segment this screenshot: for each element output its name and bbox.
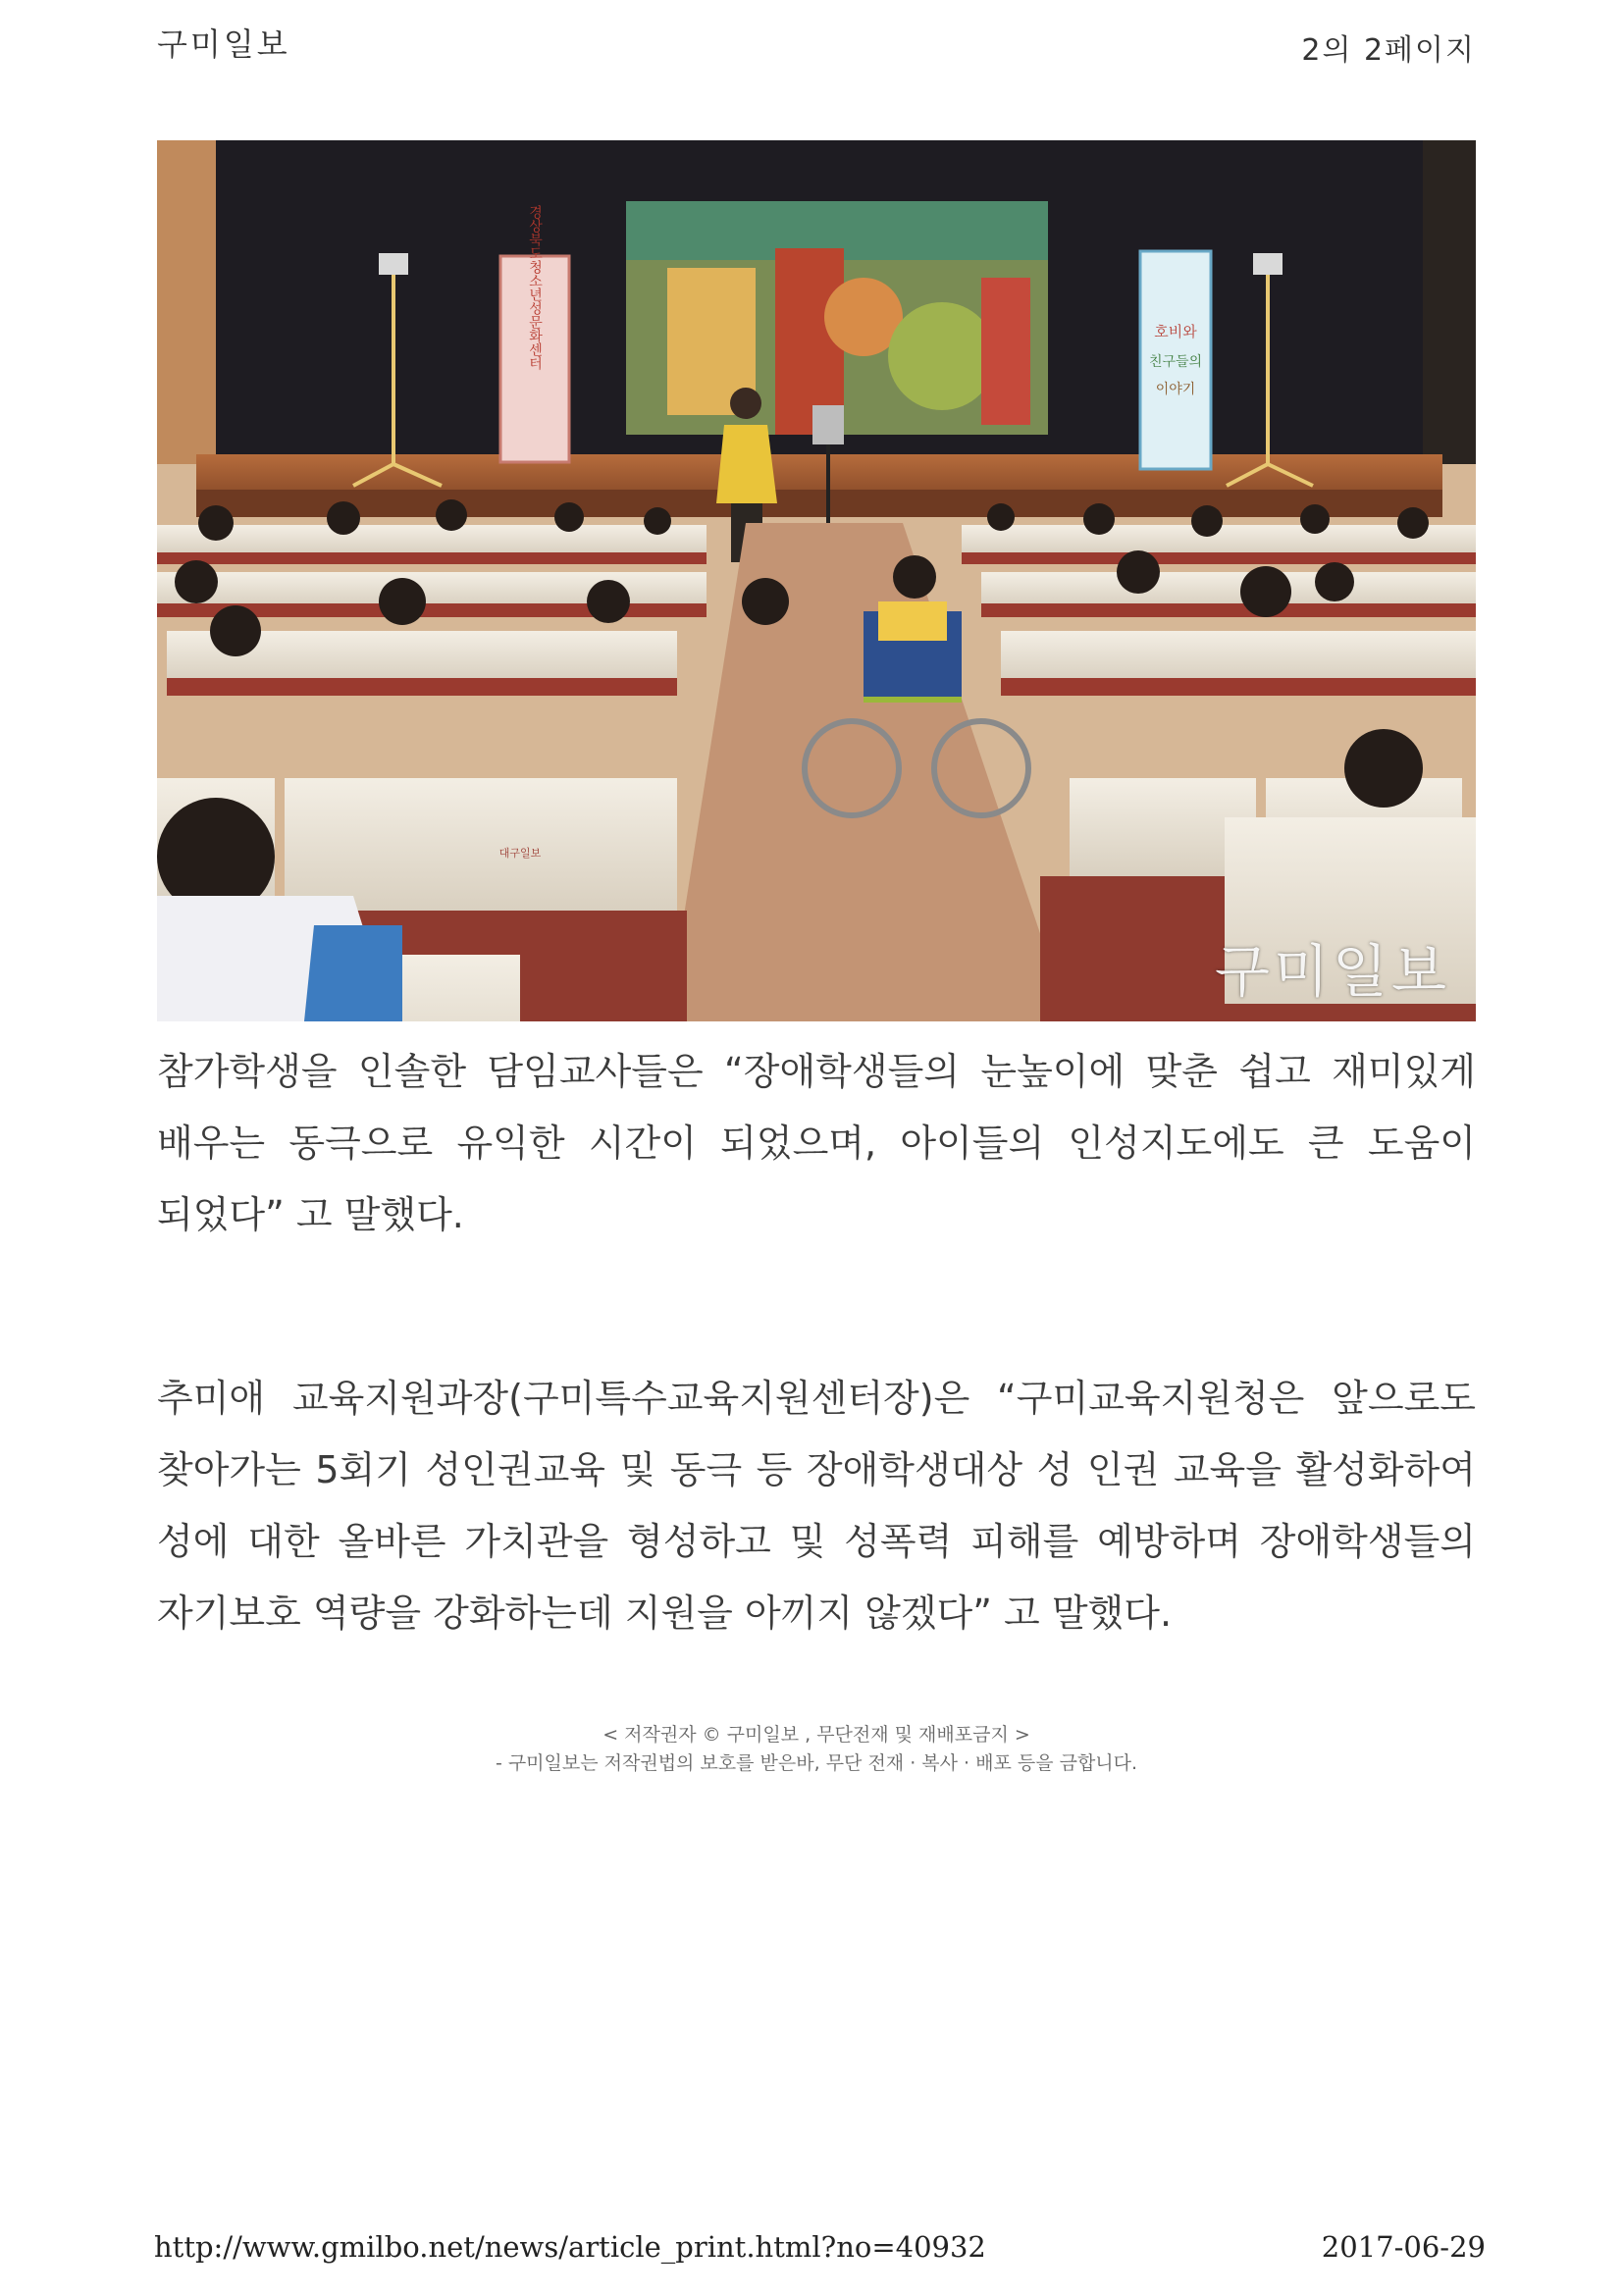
page-indicator: 2의 2페이지 xyxy=(1301,33,1476,68)
right-banner-line-3: 이야기 xyxy=(1155,382,1196,397)
copyright-notice: < 저작권자 © 구미일보 , 무단전재 및 재배포금지 > xyxy=(602,1724,1030,1746)
seat-label: 대구일보 xyxy=(498,847,542,860)
article-url: http://www.gmilbo.net/news/article_print.html?no=40932 xyxy=(154,2230,986,2264)
publication-name: 구미일보 xyxy=(157,26,290,63)
copyright-warning: - 구미일보는 저작권법의 보호를 받은바, 무단 전재 · 복사 · 배포 등을 금합니다. xyxy=(495,1752,1138,1774)
article-paragraph-1: 참가학생을 인솔한 담임교사들은 “장애학생들의 눈높이에 맞춘 쉽고 재미있게 배우는 동극으로 유익한 시간이 되었으며, 아이들의 인성지도에도 큰 도움이 되었다” 고 말했다. xyxy=(157,1050,1476,1236)
print-date: 2017-06-29 xyxy=(1321,2230,1486,2264)
article-paragraph-2: 추미애 교육지원과장(구미특수교육지원센터장)은 “구미교육지원청은 앞으로도 찾아가는 5회기 성인권교육 및 동극 등 장애학생대상 성 인권 교육을 활성화하여 성에 대한 올바른 가치관을 형성하고 및 성폭력 피해를 예방하며 장애학생들의 자기보호 역량을 강화하는데 지원을 아끼지 않겠다” 고 말했다. xyxy=(157,1377,1476,1635)
auditorium-photo xyxy=(157,140,1476,1021)
left-banner-text: 경상북도청소년성문화센터 xyxy=(527,205,543,370)
right-banner-line-2: 친구들의 xyxy=(1148,354,1203,370)
right-banner-line-1: 호비와 xyxy=(1154,323,1197,340)
article-photo xyxy=(157,140,1476,1021)
photo-watermark: 구미일보 xyxy=(1214,938,1450,1005)
